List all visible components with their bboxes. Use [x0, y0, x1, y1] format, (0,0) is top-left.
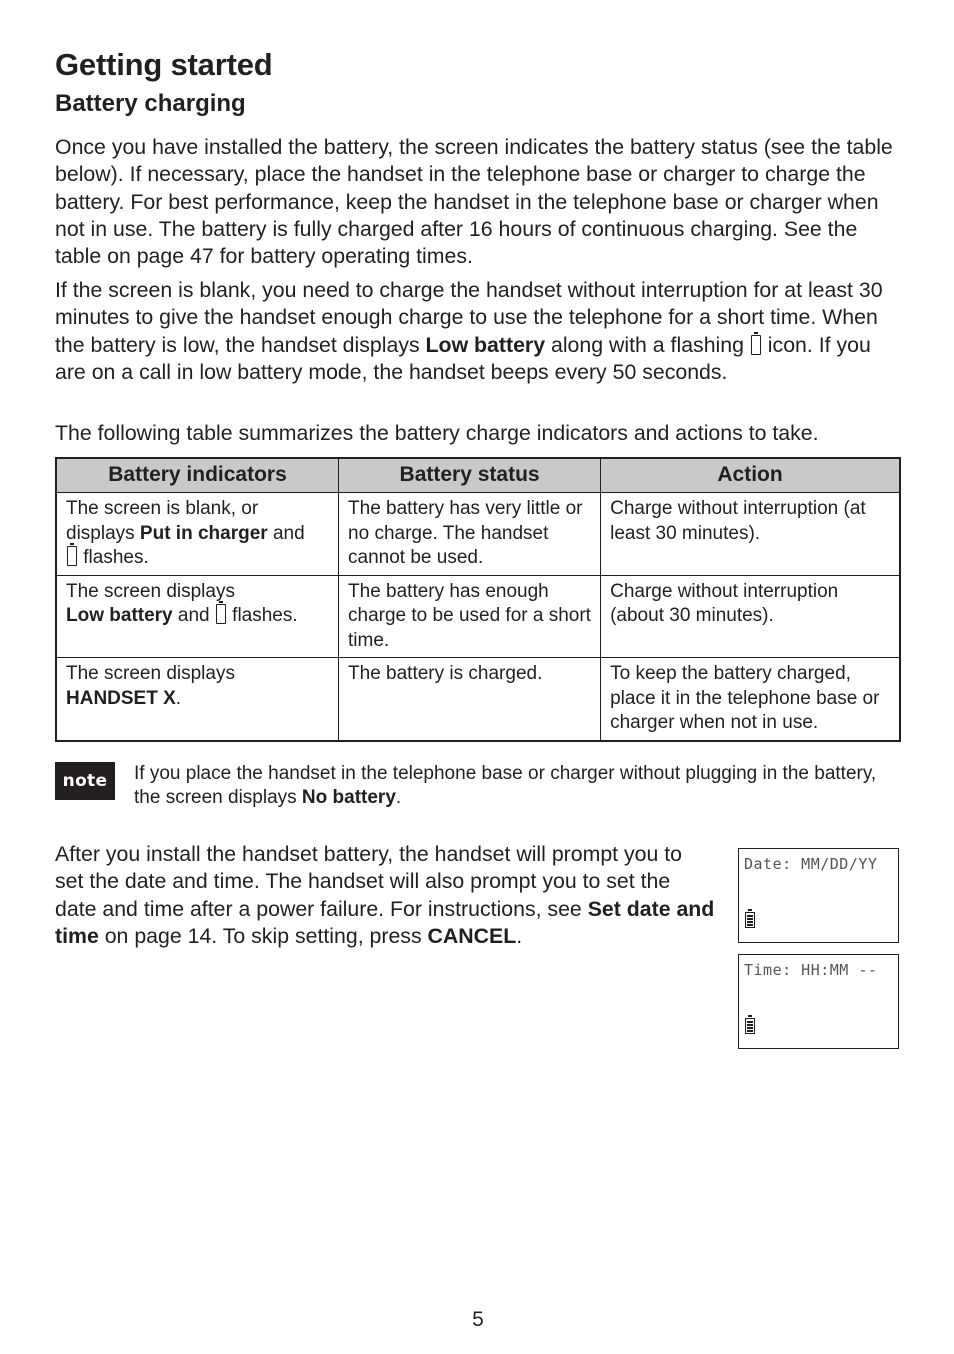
- text: If you place the handset in the telephone base or charger without plugging in the battery, the screen displays: [134, 763, 877, 808]
- table-header-row: [56, 458, 900, 493]
- text: icon. If you are on a call in low battery mode, the handset beeps every 50 seconds.: [55, 332, 871, 384]
- text: The screen displays: [66, 663, 235, 684]
- intro-paragraph: Once you have installed the battery, the screen indicates the battery status (see the table below). If necessary, place the handset in the telephone base or charger to charge the battery. For best performance, keep the handset in the telephone base or charger when not in use. The battery is fully charged after 16 hours of continuous charging. See the table on page 47 for battery operating times.: [55, 135, 893, 269]
- lcd-date-text: Date: MM/DD/YY: [744, 855, 878, 873]
- screen-message: HANDSET X: [66, 687, 176, 709]
- action-cell: Charge without interruption (about 30 minutes).: [601, 575, 900, 658]
- setup-paragraph: [55, 841, 715, 950]
- battery-full-icon: [745, 912, 755, 928]
- status-cell: The battery is charged.: [339, 658, 601, 741]
- note-text: [134, 762, 894, 809]
- action-cell: Charge without interruption (at least 30 minutes).: [601, 493, 900, 576]
- page-number: 5: [472, 1308, 484, 1331]
- column-header: Action: [601, 458, 900, 493]
- lcd-time-text: Time: HH:MM --: [744, 961, 878, 979]
- battery-icon: [216, 604, 226, 624]
- status-cell: The battery has enough charge to be used for a short time.: [339, 575, 601, 658]
- battery-icon: [751, 335, 761, 355]
- text: flashes.: [78, 547, 149, 568]
- section-title: Battery charging: [55, 90, 246, 117]
- column-header: Battery indicators: [56, 458, 339, 493]
- no-battery-label: No battery: [301, 786, 396, 808]
- action-cell: To keep the battery charged, place it in the telephone base or charger when not in use.: [601, 658, 900, 741]
- lcd-time-screen: [738, 954, 899, 1049]
- table-row: [56, 575, 900, 658]
- text: on page 14. To skip setting, press: [98, 923, 428, 948]
- screen-message: Low battery: [66, 605, 173, 626]
- text: .: [516, 923, 523, 948]
- text: If the screen is blank, you need to charge the handset without interruption for at least 30 minutes to give the handset enough charge to use the telephone for a short time. When the battery is low, the handset displays: [55, 278, 883, 357]
- table-row: [56, 493, 900, 576]
- cancel-label: CANCEL: [427, 923, 517, 948]
- indicator-cell: [56, 493, 339, 576]
- text: After you install the handset battery, the handset will prompt you to set the date and time. The handset will also prompt you to set the date and time after a power failure. For instructions, see: [55, 842, 683, 921]
- table-row: [56, 658, 900, 741]
- table-intro-paragraph: The following table summarizes the battery charge indicators and actions to take.: [55, 421, 819, 445]
- column-header: Battery status: [339, 458, 601, 493]
- indicator-cell: [56, 658, 339, 741]
- text: along with a flashing: [545, 332, 750, 357]
- lcd-date-screen: [738, 848, 899, 943]
- page-title: Getting started: [55, 47, 273, 82]
- battery-icon: [67, 546, 77, 566]
- battery-indicator-table: [55, 457, 901, 742]
- screen-message: Put in charger: [139, 522, 268, 544]
- note-badge: note: [55, 762, 115, 800]
- text: .: [175, 687, 182, 709]
- low-battery-paragraph: [55, 277, 901, 386]
- text: .: [395, 786, 402, 808]
- battery-full-icon: [745, 1018, 755, 1034]
- set-date-time-label: Set date and time: [55, 896, 715, 948]
- text: and: [172, 605, 215, 626]
- text: The screen is blank, or displays: [66, 498, 259, 544]
- text: The screen displays: [66, 580, 235, 602]
- indicator-cell: [56, 575, 339, 658]
- low-battery-label: Low battery: [425, 332, 546, 357]
- status-cell: The battery has very little or no charge. The handset cannot be used.: [339, 493, 601, 576]
- text: and: [267, 522, 305, 544]
- text: flashes.: [226, 605, 298, 626]
